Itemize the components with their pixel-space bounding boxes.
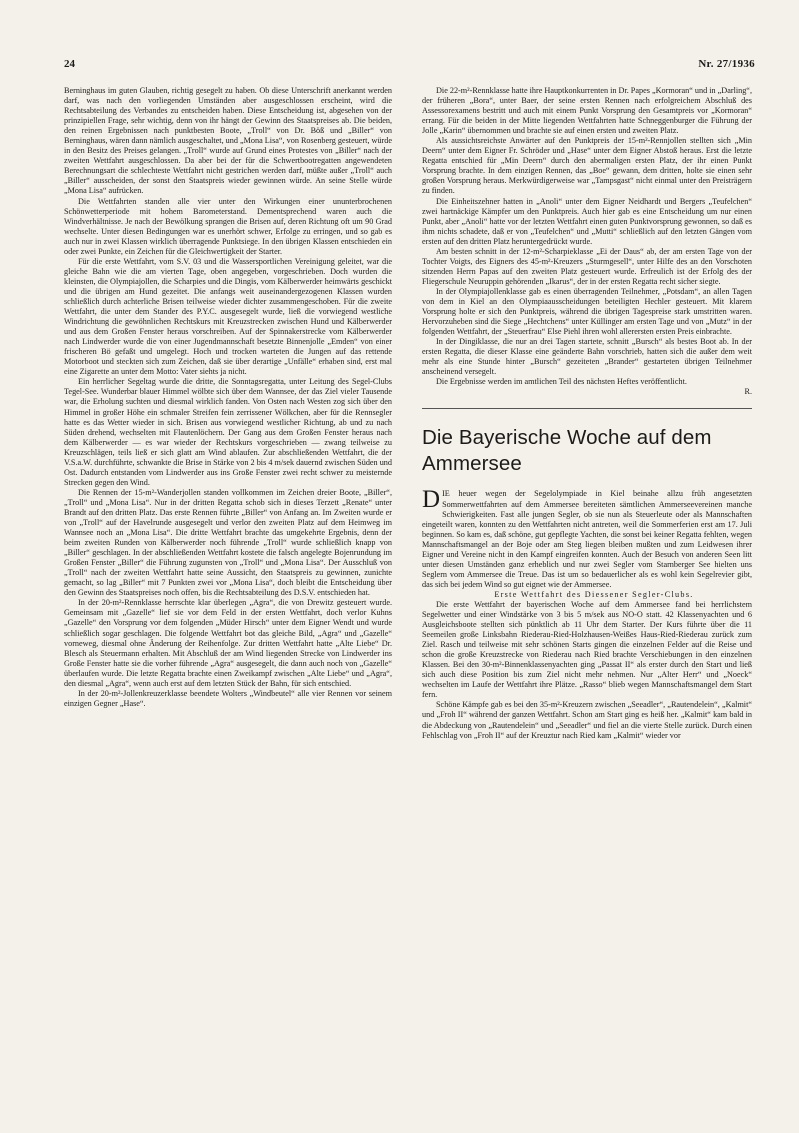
lead-paragraph	[422, 486, 752, 589]
page-number: 24	[64, 58, 75, 70]
right-column	[422, 86, 752, 741]
article-headline: Die Bayerische Woche auf dem Ammersee	[422, 426, 712, 476]
drop-cap: D	[422, 486, 441, 514]
body-paragraph: Die Wettfahrten standen alle vier unter den Wirkungen einer ununterbrochenen Schönwetterperiode mit hohem Barometerstand. Dementsprechend waren auch die Windverhältnisse. Je nach der Bewölkung sprangen die Brisen auf, deren Richtung oft um 90 Grad wechselte. Unter diesen Bedingungen war es unerhört schwer, Erfolge zu erringen, und so gab es auch nur in zwei Klassen wirklich überragende Punktsiege. In den übrigen Klassen entschieden ein oder zwei Punkte, ein Zeichen für die Gleichwertigkeit der Starter.	[64, 196, 392, 256]
body-paragraph: In der Olympiajollenklasse gab es einen überragenden Teilnehmer, „Potsdam“, an allen Tagen von dem in Kiel an den Olympiaausscheidungen beteiligten Hechler gesteuert. Mit klarem Vorsprung holte er sich den Punktpreis, während die übrigen Tagespreise stark umstritten waren. Hervorzuheben sind die Siege „Hechtchens“ unter Küllinger am ersten Tage und von „Mutz“ in der folgenden Wettfahrt, der „Steuerfrau“ Else Piehl ihren wohl allerersten ersten Preis einbrachte.	[422, 286, 752, 337]
body-paragraph: Die 22-m²-Rennklasse hatte ihre Hauptkonkurrenten in Dr. Papes „Kormoran“ und in „Darling“, der früheren „Bora“, unter Baer, der seine ersten Rennen nach erfolgreichem Abschluß des Assessorexamens bestritt und auch mit einem Punkt Vorsprung den Gesamtpreis vor „Kormoran“ errang. Für die beiden in der Mitte liegenden Wettfahrten hatte Schneggenburger die Führung der Jolle „Karin“ übernommen und brachte sie auf einen ersten und zweiten Platz.	[422, 86, 752, 136]
body-paragraph: Berninghaus im guten Glauben, richtig gesegelt zu haben. Ob diese Unterschrift anerkannt werden darf, was nach den vorliegenden Umständen aber ausgeschlossen erscheint, wird die Rechtsabteilung des Verbandes zu entscheiden haben. Diese Entscheidung ist, abgesehen von der prinzipiellen Frage, sehr wichtig, denn von ihr hängt der Gewinn des Staatspreises ab. Die beiden, den reinen Ergebnissen nach punktbesten Boote, „Troll“ von Dr. Böß und „Biller“ von Berninghaus, wären dann nämlich ausgeschaltet, und „Mona Lisa“, von Rosenberg gesteuert, würde in den Besitz des Preises gelangen. „Troll“ wurde auf Grund eines Protestes von „Biller“ nach der zweiten Wettfahrt ausgeschlossen. Da aber bei der für die Schwertbootregatten angewendeten Berechnungsart die schlechteste Wettfahrt nicht gestrichen werden darf, müßte außer „Troll“ auch „Biller“ ausscheiden, der sonst den Staatspreis wieder gewinnen würde. An seine Stelle würde „Mona Lisa“ aufrücken.	[64, 86, 392, 196]
issue-number: Nr. 27/1936	[698, 58, 755, 70]
body-paragraph: Die erste Wettfahrt der bayerischen Woche auf dem Ammersee fand bei herrlichstem Segelwetter und einer Windstärke von 3 bis 5 m/sek aus NO-O statt. 42 Klassenyachten und 6 Ausgleichsboote stellten sich pünktlich ab 11 Uhr dem Starter. Der Kurs führte über die 11 Seemeilen große Linksbahn Riederau-Ried-Holzhausen-Weißes Haus-Ried-Riederau zurück zum Ziel. Rasch und teilweise mit sehr schönen Starts gingen die einzelnen Felder auf die Reise und schon die große Kreuzstrecke von Riederau nach Ried brachte Verschiebungen in den einzelnen Klassen. Bei den 30-m²-Binnenklassenyachten ging „Passat II“ als erster durch den Start und ließ sich auch diese Position bis zum Ziel nicht mehr nehmen. Nur „Alter Herr“ und „Noeck“ wechselten im Laufe der Wettfahrt ihre Plätze. „Rasso“ blieb wegen Mannschaftsmangel dem Start fern.	[422, 599, 752, 700]
article-divider	[422, 408, 752, 409]
left-column	[64, 86, 392, 709]
body-paragraph: Für die erste Wettfahrt, vom S.V. 03 und die Wassersportlichen Vereinigung geleitet, war die gleiche Bahn wie die am vierten Tage, oben angegeben, vorgeschrieben. Doch wurden die kleinsten, die Olympiajollen, die Scharpies und die Dingis, vom Kälberwerder heimwärts geschickt und die übrigen am Hund gezeitet. Die anfangs weit auseinandergezogenen Klassen wurden schließlich durch achterliche Brisen teilweise wieder dichter zusammengeschoben. Für die zweite Wettfahrt, die unter dem Stander des P.Y.C. ausgesegelt wurde, ließ die vorwiegend westliche Windrichtung die gewöhnlichen Rechtskurs mit Kreuzstrecken zwischen Hund und Kälberwerder und aus dem Großen Fenster heraus vorschreiben. Auf der Spinnakerstrecke vom Kälberwerder nach Lindwerder wurde die von einer Jugendmannschaft besetzte Binnenjolle „Emden“ von einer frischeren Bö gefaßt und umgelegt. Hoch und trocken warteten die Jungen auf das rettende Motorboot und steckten sich zum Zeichen, daß sie über derartige „Unfälle“ erhaben sind, erst mal eine Zigarette an unter dem Motto: Vater siehts ja nicht.	[64, 256, 392, 377]
body-paragraph: In der Dingiklasse, die nur an drei Tagen startete, schnitt „Bursch“ als bestes Boot ab. In der ersten Regatta, die dieser Klasse eine geänderte Bahn vorschrieb, hatten sich die außer dem weit mehr als eine Stunde hinter „Bursch“ gezeiteten „Brander“ gestarteten übrigen Teilnehmer anscheinend versegelt.	[422, 337, 752, 377]
section-subheading: Erste Wettfahrt des Diessener Segler-Clubs.	[494, 589, 694, 599]
author-signature: R.	[744, 387, 752, 397]
body-paragraph: Schöne Kämpfe gab es bei den 35-m²-Kreuzern zwischen „Seeadler“, „Rautendelein“, „Kalmit“ und „Froh II“ während der ganzen Wettfahrt. Schon am Start ging es heiß her. „Kalmit“ kam bald in die Abdeckung von „Rautendelein“ und „Seeadler“ und fiel an die vierte Stelle zurück. Durch einen Fehlschlag von „Froh II“ auf der Kreuztur nach Ried kam „Kalmit“ wieder vor	[422, 700, 752, 740]
body-paragraph: Die Rennen der 15-m²-Wanderjollen standen vollkommen im Zeichen dreier Boote, „Biller“, „Troll“ und „Mona Lisa“. Nur in der dritten Regatta schob sich in dieses Terzett „Renate“ unter Brandt auf den dritten Platz. Das erste Rennen führte „Biller“ von Anfang an. Im Zweiten wurde er von „Troll“ auf der Havelrunde ausgesegelt und verlor den zweiten Platz auf dem Heimweg im Wannsee noch an „Mona Lisa“. Die dritte Wettfahrt brachte das umgekehrte Ergebnis, denn der beim zweiten Runden von Kälberwerder noch führende „Troll“ wurde schließlich knapp von „Biller“ geschlagen. In der abschließenden Wettfahrt kostete die falsch angelegte Bojenrundung im Großen Fenster „Biller“ die Führung zugunsten von „Troll“ und „Mona Lisa“. Der Ausschluß von „Troll“ nach der zweiten Wettfahrt hatte seine Aussicht, den Staatspreis zu gewinnen, zunichte gemacht, so lag „Biller“ mit 7 Punkten zwei vor „Mona Lisa“, doch bleibt die Entscheidung über den Gewinn des Staatspreises noch offen, bis die Rechtsabteilung des D.S.V. entschieden hat.	[64, 487, 392, 598]
body-paragraph: Die Einheitszehner hatten in „Anoli“ unter dem Eigner Neidhardt und Bergers „Teufelchen“ zwei hartnäckige Kämpfer um den Punktpreis. Auch hier gab es eine Entscheidung um nur einen Punkt, aber „Anoli“ hatte vor der letzten Wettfahrt einen guten Punktvorsprung gewonnen, so daß es ihm nichts schadete, daß er von „Teufelchen“ und „Mutti“ schließlich auf den letzten Gängen vom ersten auf den dritten Platz heruntergedrückt wurde.	[422, 196, 752, 246]
body-paragraph: Ein herrlicher Segeltag wurde die dritte, die Sonntagsregatta, unter Leitung des Segel-Clubs Tegel-See. Wunderbar blauer Himmel wölbte sich über dem Wannsee, der das Ziel vieler Tausende war, die Erholung suchten und diesmal wirklich fanden. Von Osten nach Westen zog sich über den Himmel in großer Höhe ein schmaler Streifen fein zerrissener Wölkchen, aber für die Rennsegler hatte es das Wetter wieder in sich. Brisen aus vorwiegend westlicher Richtung, ab und zu nach Süden drehend, wechselten mit Flautenlöchern. Der Gang aus dem Großen Fenster heraus nach dem Kälberwerder — es war wieder der Rechtskurs vorgeschrieben — zwang teilweise zu Kreuzschlägen, teils ließ er sich glatt am Wind ablaufen. Zur abschließenden Wettfahrt, die der V.S.a.W. durchführte, schwankte die Brise in Stärke von 2 bis 4 m/sek dauernd zwischen Süden und Ost. Dadurch entstanden vom Lindwerder aus ins Große Fenster zwei recht schwer zu meisternde Strecken gegen den Wind.	[64, 377, 392, 487]
body-paragraph: Am besten schnitt in der 12-m²-Scharpieklasse „Ei der Daus“ ab, der am ersten Tage von der Tochter Voigts, des Eigners des 45-m²-Kreuzers „Sturmgesell“, unter Hilfe des an den Vorschoten sitzenden Herrn Papas auf den zweiten Platz gesteuert wurde. Erfreulich ist der Erfolg des der Fliegerschule Neuruppin gehörenden „Ikarus“, der in der ersten Regatta recht sicher siegte.	[422, 246, 752, 286]
lead-text: IE heuer wegen der Segelolympiade in Kiel beinahe allzu früh angesetzten Sommerwettfahrten auf dem Ammersee bereiteten sämtlichen Ammerseevereinen manche Schwierigkeiten. Fast alle jungen Segler, ob sie nun als Steuerleute oder als Mannschaften eingeteilt waren, konnten zu den Wettfahrten nicht antreten, weil die Sommerferien erst am 17. Juli beginnen. So kam es, daß schöne, gut gepflegte Yachten, die sonst bei keiner Regatta fehlten, wegen Mannschaftsmangel an der Boje oder am Steg liegen bleiben mußten und zum Leidwesen ihrer Eigner und Vereine nicht in den Kampf eingreifen konnten. Auch der Besuch von anderen Seen litt unter diesen Umständen ganz erheblich und nur zwei Segler vom Starnberger See hielten uns Seglern vom Ammersee die Treue. Das ist um so bedauerlicher als es wohl kein Segelrevier gibt, das sich bei jedem Wind so gut eignet wie der Ammersee.	[422, 489, 752, 589]
body-paragraph: Die Ergebnisse werden im amtlichen Teil des nächsten Heftes veröffentlicht.	[436, 377, 687, 387]
body-paragraph: In der 20-m²-Rennklasse herrschte klar überlegen „Agra“, die von Drewitz gesteuert wurde. Gemeinsam mit „Gazelle“ lief sie vor dem Feld in der ersten Wettfahrt, doch verlor Kuhns „Gazelle“ den Vorsprung vor dem folgenden „Müder Hirsch“ unter dem Eigner Wendt und wurde schließlich sogar geschlagen. Die folgende Wettfahrt bot das gleiche Bild, „Agra“ und „Gazelle“ vorneweg, diesmal ohne Änderung der Reihenfolge. Zur dritten Wettfahrt hatte „Alte Liebe“ Dr. Blesch als Steuermann erhalten. Mit Abschluß der am Wind liegenden Strecke von Lindwerder ins Große Fenster hatte sie die vorher führende „Agra“ ausgesegelt, die dann auch noch von „Gazelle“ überlaufen wurde. Die letzte Regatta brachte einen Zweikampf zwischen „Alte Liebe“ und „Agra“, den diesmal „Agra“, wenn auch erst auf dem letzten Stück der Bahn, für sich entschied.	[64, 598, 392, 688]
body-paragraph: Als aussichtsreichste Anwärter auf den Punktpreis der 15-m²-Rennjollen stellten sich „Min Deern“ unter dem Eigner Fr. Schröder und „Hase“ unter dem Eigner Abstoß heraus. Erst die letzte Regatta entschied für „Min Deern“ durch den abermaligen ersten Platz, der ihr einen Punkt Vorsprung brachte. In dem einzigen Rennen, das „Boe“ gewann, dem dritten, holte sie einen sehr großen Vorsprung heraus. Merkwürdigerweise war „Tampsgast“ nicht einmal unter den Preisträgern zu finden.	[422, 136, 752, 196]
body-paragraph: In der 20-m²-Jollenkreuzerklasse beendete Wolters „Windbeutel“ alle vier Rennen vor seinem einzigen Gegner „Hase“.	[64, 688, 392, 708]
